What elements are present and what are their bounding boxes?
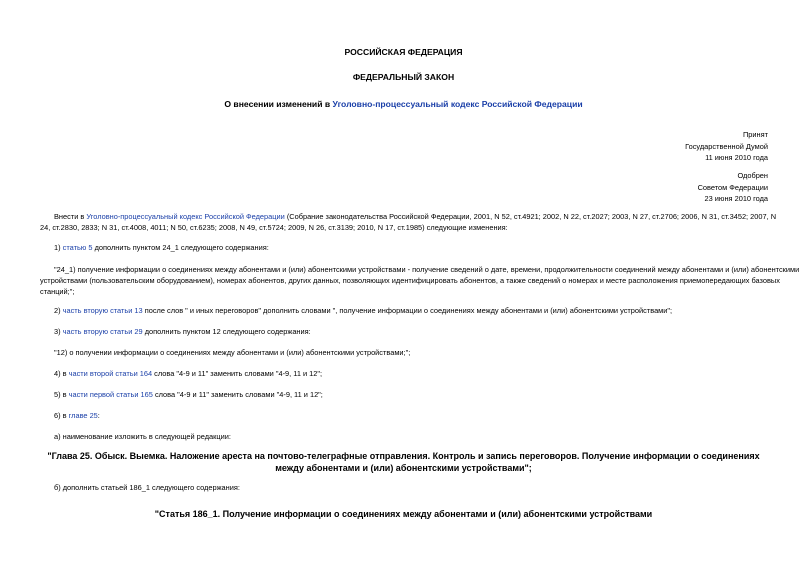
item-6a: а) наименование изложить в следующей редакции: <box>54 432 231 441</box>
item-2 <box>54 305 672 317</box>
law-title-prefix: О внесении изменений в <box>224 99 333 109</box>
intro-prefix: Внести в <box>54 212 87 221</box>
country-heading: РОССИЙСКАЯ ФЕДЕРАЦИЯ <box>344 47 463 57</box>
approved-date: 23 июня 2010 года <box>704 194 768 203</box>
item-5-text: слова "4-9 и 11" заменить словами "4-9, 11 и 12"; <box>152 390 323 399</box>
article-title: "Статья 186_1. Получение информации о соединениях между абонентами и (или) абонентскими устройствами <box>154 509 653 519</box>
item-1-number: 1) <box>54 243 63 252</box>
item-5-number: 5) в <box>54 390 69 399</box>
adoption-block <box>685 129 768 164</box>
accepted-date: 11 июня 2010 года <box>705 153 768 162</box>
item-3-number: 3) <box>54 327 63 336</box>
accepted-label: Принят <box>742 130 768 139</box>
chapter-title <box>40 450 767 474</box>
approved-by: Советом Федерации <box>697 182 768 192</box>
item-3-link[interactable]: часть вторую статьи 29 <box>62 327 143 336</box>
item-4-number: 4) в <box>54 369 69 378</box>
item-1-quote-line-3: станций;"; <box>40 287 75 296</box>
item-6 <box>54 410 100 422</box>
item-1 <box>54 242 269 254</box>
item-5-link[interactable]: части первой статьи 165 <box>68 390 153 399</box>
item-1-link[interactable]: статью 5 <box>62 243 93 252</box>
approval-block <box>698 170 768 205</box>
intro-code-link[interactable]: Уголовно-процессуальный кодекс Российской Федерации <box>86 212 285 221</box>
intro-line-2: 24, ст.2830, 2833; N 31, ст.4008, 4011; N 50, ст.6235; 2008, N 49, ст.5724; 2009, N 26, ст.3139; 2010, N 17, ст.1985) следующие изменения: <box>40 223 508 232</box>
intro-line-1 <box>54 211 777 223</box>
item-6-number: 6) в <box>54 411 69 420</box>
item-4-text: слова "4-9 и 11" заменить словами "4-9, 11 и 12"; <box>152 369 323 378</box>
code-link[interactable]: Уголовно-процессуальный кодекс Российской Федерации <box>332 99 583 109</box>
item-3 <box>54 326 311 338</box>
law-type-heading: ФЕДЕРАЛЬНЫЙ ЗАКОН <box>352 72 455 82</box>
accepted-by: Государственной Думой <box>685 141 768 151</box>
item-3-quote: "12) о получении информации о соединениях между абонентами и (или) абонентскими устройствами;"; <box>54 348 411 357</box>
item-5 <box>54 389 323 401</box>
item-6-link[interactable]: главе 25 <box>68 411 98 420</box>
item-1-quote-line-2: устройствами (пользовательским оборудованием), номерах абонентов, других данных, позволяющих идентифицировать абонентов, а также сведений о номерах и месте расположения приемопередающих базовых <box>40 276 780 285</box>
item-6-text: : <box>97 411 100 420</box>
item-6b: б) дополнить статьей 186_1 следующего содержания: <box>54 483 240 492</box>
intro-rest: (Собрание законодательства Российской Федерации, 2001, N 52, ст.4921; 2002, N 22, ст.2027; 2003, N 27, ст.2706; 2006, N 31, ст.3452; 2007, N <box>284 212 777 221</box>
item-2-text: после слов " и иных переговоров" дополнить словами ", получение информации о соединениях между абонентами и (или) абонентскими устройствами"; <box>142 306 673 315</box>
item-4 <box>54 368 322 380</box>
approved-label: Одобрен <box>737 171 768 180</box>
item-2-link[interactable]: часть вторую статьи 13 <box>62 306 143 315</box>
item-1-quote-line-1: "24_1) получение информации о соединениях между абонентами и (или) абонентскими устройствами - получение сведений о дате, времени, продолжительности соединений между абонентами и (или) абонентскими <box>54 265 800 274</box>
chapter-title-line-1: "Глава 25. Обыск. Выемка. Наложение ареста на почтово-телеграфные отправления. Контроль и запись переговоров. Получение информации о соединениях <box>47 451 760 461</box>
law-title <box>0 99 807 109</box>
item-3-text: дополнить пунктом 12 следующего содержания: <box>142 327 311 336</box>
item-1-text: дополнить пунктом 24_1 следующего содержания: <box>92 243 269 252</box>
item-2-number: 2) <box>54 306 63 315</box>
chapter-title-line-2: между абонентами и (или) абонентскими устройствами"; <box>275 463 532 473</box>
item-4-link[interactable]: части второй статьи 164 <box>68 369 153 378</box>
